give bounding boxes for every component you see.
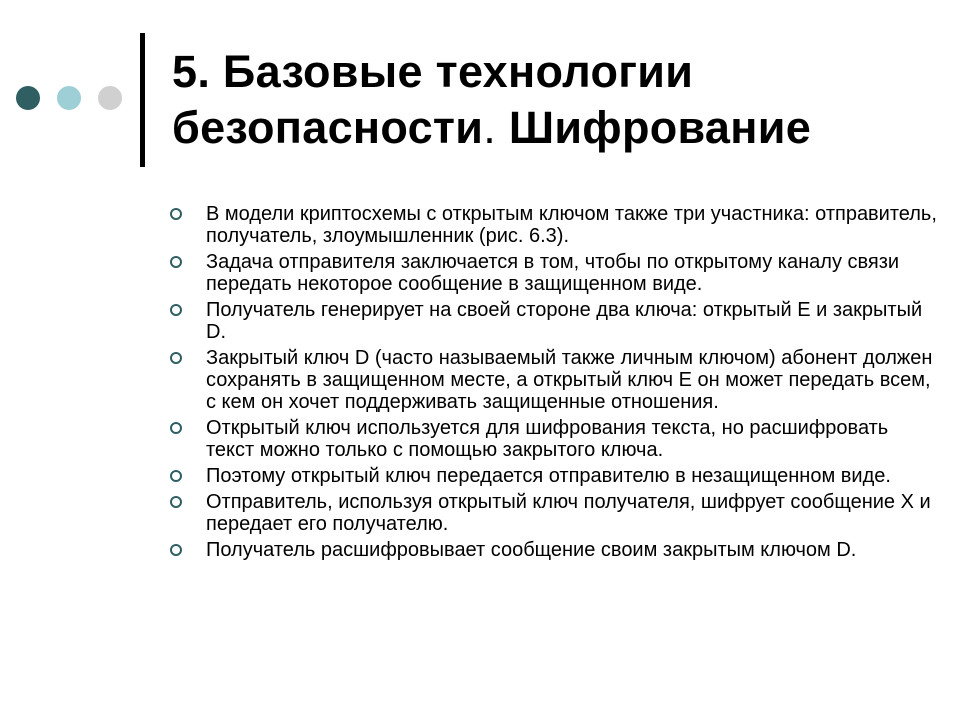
bullet-circle-icon — [170, 422, 182, 434]
bullet-circle-icon — [170, 304, 182, 316]
bullet-text: Получатель расшифровывает сообщение своим закрытым ключом D. — [206, 539, 857, 561]
bullet-text: Закрытый ключ D (часто называемый также личным ключом) абонент должен сохранять в защищенном месте, а открытый ключ E он может передать всем, с кем он хочет поддерживать защищенные отношения. — [206, 347, 933, 413]
title-line-1: 5. Базовые технологии — [172, 46, 694, 97]
slide-title — [172, 44, 932, 156]
bullet-circle-icon — [170, 256, 182, 268]
title-line-2-part-2: Шифрование — [496, 102, 812, 153]
bullet-text: Открытый ключ используется для шифрования текста, но расшифровать текст можно только с помощью закрытого ключа. — [206, 417, 889, 461]
title-line-2-part-1: безопасности — [172, 102, 484, 153]
bullet-text: Задача отправителя заключается в том, чтобы по открытому каналу связи передать некоторое сообщение в защищенном виде. — [206, 251, 900, 295]
bullet-item — [170, 465, 940, 487]
bullet-item — [170, 347, 940, 413]
bullet-item — [170, 417, 940, 461]
title-divider-bar — [140, 33, 145, 167]
bullet-item — [170, 251, 940, 295]
decorative-dots — [16, 86, 122, 110]
bullet-circle-icon — [170, 470, 182, 482]
bullet-text: Отправитель, используя открытый ключ получателя, шифрует сообщение X и передает его получателю. — [206, 491, 931, 535]
light-teal-dot-icon — [57, 86, 81, 110]
bullet-circle-icon — [170, 496, 182, 508]
bullet-circle-icon — [170, 352, 182, 364]
bullet-item — [170, 491, 940, 535]
bullet-item — [170, 299, 940, 343]
bullet-text: Поэтому открытый ключ передается отправителю в незащищенном виде. — [206, 465, 891, 487]
bullet-item — [170, 203, 940, 247]
gray-dot-icon — [98, 86, 122, 110]
dark-teal-dot-icon — [16, 86, 40, 110]
bullet-circle-icon — [170, 208, 182, 220]
bullet-list — [170, 203, 940, 565]
bullet-circle-icon — [170, 544, 182, 556]
bullet-text: В модели криптосхемы с открытым ключом также три участника: отправитель, получатель, злоумышленник (рис. 6.3). — [206, 203, 937, 247]
bullet-text: Получатель генерирует на своей стороне два ключа: открытый E и закрытый D. — [206, 299, 923, 343]
title-line-2-separator: . — [483, 102, 497, 153]
bullet-item — [170, 539, 940, 561]
